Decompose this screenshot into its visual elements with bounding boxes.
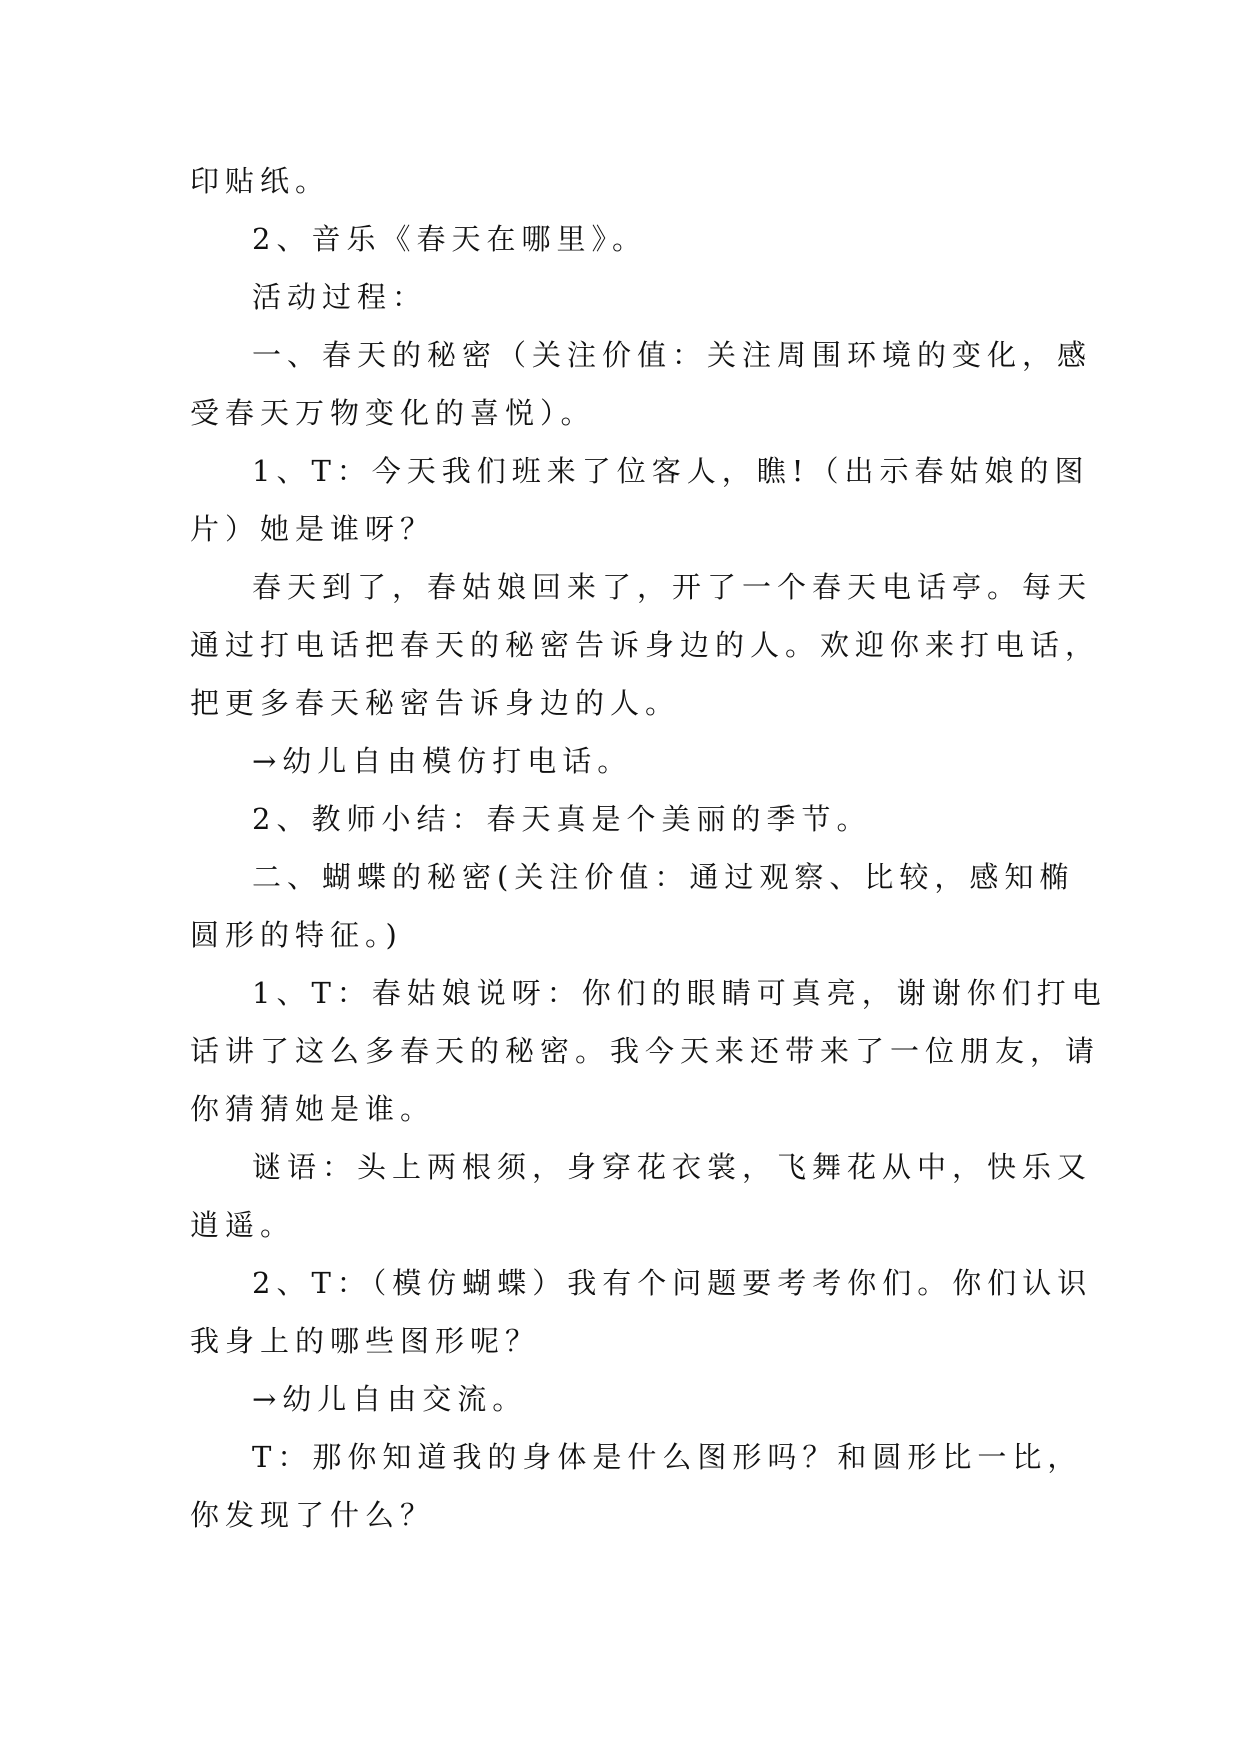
text-line: 2、T：（模仿蝴蝶）我有个问题要考考你们。你们认识	[252, 1266, 1093, 1300]
text-line: 逍遥。	[190, 1208, 296, 1242]
text-line: 你猜猜她是谁。	[190, 1092, 436, 1126]
text-line: 2、音乐《春天在哪里》。	[252, 222, 647, 256]
text-line: 1、T：春姑娘说呀：你们的眼睛可真亮，谢谢你们打电	[252, 976, 1107, 1010]
text-line: 话讲了这么多春天的秘密。我今天来还带来了一位朋友，请	[190, 1034, 1101, 1068]
text-line: 谜语：头上两根须，身穿花衣裳，飞舞花从中，快乐又	[252, 1150, 1093, 1184]
document-body	[190, 152, 1107, 1544]
text-line: 我身上的哪些图形呢？	[190, 1324, 541, 1358]
section-heading: 二、蝴蝶的秘密(关注价值：通过观察、比较，感知椭	[252, 860, 1075, 894]
text-line: 活动过程：	[252, 280, 428, 314]
text-line: 2、教师小结：春天真是个美丽的季节。	[252, 802, 872, 836]
text-line: 片）她是谁呀？	[190, 512, 436, 546]
text-line: →幼儿自由交流。	[252, 1382, 528, 1416]
section-heading: 一、春天的秘密（关注价值：关注周围环境的变化，感	[252, 338, 1093, 372]
text-line: 圆形的特征。)	[190, 918, 403, 952]
text-line: 把更多春天秘密告诉身边的人。	[190, 686, 681, 720]
text-line: →幼儿自由模仿打电话。	[252, 744, 633, 778]
text-line: 受春天万物变化的喜悦）。	[190, 396, 596, 430]
text-line: 1、T：今天我们班来了位客人，瞧!（出示春姑娘的图	[252, 454, 1090, 488]
text-line: 印贴纸。	[190, 164, 331, 198]
text-line: 春天到了，春姑娘回来了，开了一个春天电话亭。每天	[252, 570, 1093, 604]
text-line: 你发现了什么？	[190, 1498, 436, 1532]
text-line: T：那你知道我的身体是什么图形吗？和圆形比一比，	[252, 1440, 1083, 1474]
text-line: 通过打电话把春天的秘密告诉身边的人。欢迎你来打电话，	[190, 628, 1101, 662]
